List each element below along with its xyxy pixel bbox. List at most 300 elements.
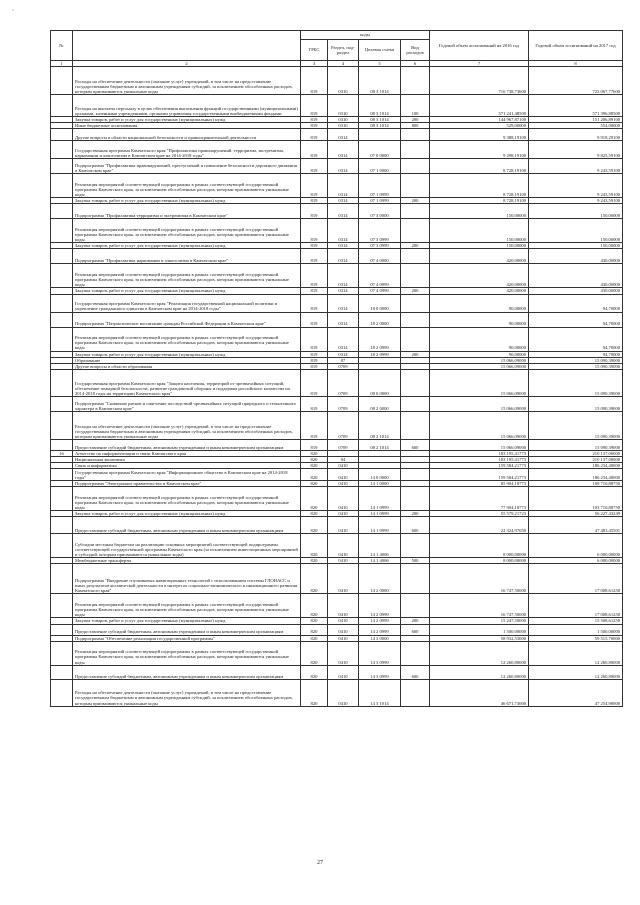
row-section: 0310 <box>328 95 359 117</box>
row-name: Государственная программа Камчатского края "Защита населения, территорий от чрезвычайных ситуаций, обеспечение пожарной безопасности, развитие гражданской обороны и поддержка российского казачества на 2014-2018 годы на территории Камчатского края" <box>73 369 301 396</box>
header-name <box>73 31 301 61</box>
row-exp-type <box>401 129 430 141</box>
row-exp-type <box>401 411 430 439</box>
row-name: Межбюджетные трансферты <box>73 558 301 564</box>
row-grbs: 819 <box>301 243 328 249</box>
row-target: 07 4 0999 <box>359 264 401 288</box>
row-amount-2017: 210 137,00000 <box>529 450 623 456</box>
row-name: Другие вопросы в области национальной безопасности и правоохранительной деятельности <box>73 129 301 141</box>
row-target: 14 3 0999 <box>359 641 401 665</box>
row-amount-2016: 159 584,21773 <box>430 469 529 481</box>
row-target: 14 3 0999 <box>359 665 401 679</box>
row-amount-2016: 15 066,09000 <box>430 439 529 450</box>
row-target: 14 3 0000 <box>359 635 401 641</box>
table-row <box>51 534 623 558</box>
row-exp-type: 600 <box>401 665 430 679</box>
row-amount-2016: 15 066,09000 <box>430 357 529 363</box>
row-exp-type <box>401 641 430 665</box>
row-target: 08 2 0000 <box>359 396 401 411</box>
row-exp-type: 600 <box>401 624 430 635</box>
row-exp-type: 500 <box>401 558 430 564</box>
row-name: Реализация мероприятий соответствующей подпрограммы в рамках соответствующей государственной программы Камчатского края, за исключением обособленных расходов, которым присваиваются уникальные коды <box>73 264 301 288</box>
row-name: Подпрограмма "Электронное правительство в Камчатском крае" <box>73 481 301 487</box>
row-amount-2017: 9 825,59100 <box>529 141 623 159</box>
row-section: 0410 <box>328 511 359 517</box>
row-number <box>51 641 73 665</box>
row-name: Государственная программа Камчатского края "Профилактика правонарушений, терроризма, экстремизма, наркомании и алкоголизма в Камчатском крае на 2014-2018 годы" <box>73 141 301 159</box>
row-name: Образование <box>73 357 301 363</box>
row-number <box>51 624 73 635</box>
row-number <box>51 411 73 439</box>
row-amount-2017: 94,70000 <box>529 327 623 351</box>
table-row <box>51 411 623 439</box>
row-section: 0314 <box>328 243 359 249</box>
row-section: 0410 <box>328 481 359 487</box>
row-amount-2016: 420,00000 <box>430 264 529 288</box>
header-codes: коды <box>301 31 430 40</box>
row-amount-2017: 9 243,59100 <box>529 159 623 174</box>
row-amount-2017: 47 254,90000 <box>529 679 623 706</box>
row-name: Реализация мероприятий соответствующей подпрограммы в рамках соответствующей государственной программы Камчатского края, за исключением обособленных расходов, которым присваиваются уникальные коды <box>73 487 301 511</box>
row-amount-2016: 12 260,80000 <box>430 665 529 679</box>
row-exp-type <box>401 204 430 219</box>
row-number <box>51 439 73 450</box>
row-exp-type <box>401 141 430 159</box>
row-amount-2016: 15 066,09000 <box>430 411 529 439</box>
row-exp-type <box>401 396 430 411</box>
row-amount-2016: 58 932,53000 <box>430 635 529 641</box>
row-amount-2017: 210 137,00000 <box>529 456 623 462</box>
row-amount-2016: 1 500,00000 <box>430 624 529 635</box>
row-grbs: 819 <box>301 67 328 95</box>
row-grbs: 820 <box>301 558 328 564</box>
row-amount-2017: 12 260,80000 <box>529 665 623 679</box>
table-row <box>51 312 623 327</box>
row-name: Подпрограмма "Профилактика наркомании и алкоголизма в Камчатском крае" <box>73 249 301 264</box>
row-grbs: 820 <box>301 487 328 511</box>
row-target: 08 3 1014 <box>359 117 401 123</box>
table-row <box>51 469 623 481</box>
row-amount-2017: 186 234,40000 <box>529 463 623 469</box>
row-exp-type: 200 <box>401 198 430 204</box>
table-row <box>51 396 623 411</box>
table-row <box>51 219 623 243</box>
table-row <box>51 517 623 534</box>
table-row <box>51 487 623 511</box>
row-section: 0314 <box>328 198 359 204</box>
row-amount-2016: 159 584,21773 <box>430 463 529 469</box>
row-amount-2017: 15 090,39000 <box>529 357 623 363</box>
row-amount-2016: 8 728,19100 <box>430 174 529 198</box>
row-target: 18 2 0000 <box>359 312 401 327</box>
row-exp-type <box>401 264 430 288</box>
row-amount-2017: 15 090,39000 <box>529 396 623 411</box>
row-amount-2016: 150,00000 <box>430 219 529 243</box>
row-grbs: 819 <box>301 396 328 411</box>
row-amount-2016: 144 967,87100 <box>430 117 529 123</box>
row-section: 0709 <box>328 411 359 439</box>
row-number <box>51 469 73 481</box>
row-section: 0410 <box>328 635 359 641</box>
row-amount-2017: 151 206,89100 <box>529 117 623 123</box>
row-target: 08 3 1014 <box>359 67 401 95</box>
row-section: 0314 <box>328 141 359 159</box>
row-exp-type <box>401 487 430 511</box>
row-section: 0410 <box>328 463 359 469</box>
row-exp-type <box>401 312 430 327</box>
row-grbs: 820 <box>301 679 328 706</box>
table-row <box>51 624 623 635</box>
row-section: 0410 <box>328 469 359 481</box>
row-exp-type <box>401 369 430 396</box>
row-amount-2016: 16 747,50000 <box>430 564 529 594</box>
row-section: 0314 <box>328 219 359 243</box>
row-amount-2017: 17 008,61250 <box>529 564 623 594</box>
row-grbs: 819 <box>301 327 328 351</box>
row-name: Субсидии местным бюджетам на реализацию основных мероприятий соответствующей подпрограммы соответствующей государственной программы Камчатского края (за исключением инвестиционных мероприятий и субсидий, которым присваиваются уникальные коды) <box>73 534 301 558</box>
header-target: Целевая статья <box>359 40 401 61</box>
row-grbs: 819 <box>301 363 328 369</box>
row-name: Государственная программа Камчатского края "Информационное общество в Камчатском крае на 2014-2018 годы" <box>73 469 301 481</box>
row-grbs: 819 <box>301 351 328 357</box>
row-exp-type <box>401 174 430 198</box>
row-amount-2016: 55 579,21723 <box>430 511 529 517</box>
row-grbs: 819 <box>301 357 328 363</box>
row-target: 08 3 1014 <box>359 123 401 129</box>
row-number <box>51 141 73 159</box>
row-number <box>51 517 73 534</box>
row-amount-2016: 15 066,09000 <box>430 369 529 396</box>
row-amount-2017: 9 243,59100 <box>529 174 623 198</box>
row-section: 0314 <box>328 174 359 198</box>
row-exp-type: 200 <box>401 288 430 294</box>
row-section: 07 <box>328 357 359 363</box>
row-grbs: 820 <box>301 624 328 635</box>
row-section: 0410 <box>328 624 359 635</box>
row-amount-2017: 47 483,45501 <box>529 517 623 534</box>
table-row <box>51 641 623 665</box>
row-amount-2016: 15 066,09000 <box>430 363 529 369</box>
row-grbs: 819 <box>301 95 328 117</box>
table-row <box>51 594 623 618</box>
row-target: 08 2 1014 <box>359 439 401 450</box>
row-amount-2016: 77 904,18773 <box>430 487 529 511</box>
table-row <box>51 141 623 159</box>
row-exp-type: 200 <box>401 117 430 123</box>
row-target <box>359 129 401 141</box>
row-amount-2017: 56 227,43249 <box>529 511 623 517</box>
row-name: Закупка товаров, работ и услуг для государственных (муниципальных) нужд <box>73 351 301 357</box>
row-amount-2016: 420,00000 <box>430 288 529 294</box>
table-row <box>51 294 623 312</box>
row-section: 0314 <box>328 288 359 294</box>
row-target: 07 3 0999 <box>359 219 401 243</box>
row-section: 0314 <box>328 249 359 264</box>
row-exp-type: 600 <box>401 517 430 534</box>
row-section: 04 <box>328 456 359 462</box>
row-grbs: 820 <box>301 517 328 534</box>
row-grbs: 819 <box>301 264 328 288</box>
row-grbs: 819 <box>301 123 328 129</box>
header-2017: Годовой объем ассигнований на 2017 год <box>529 31 623 61</box>
row-amount-2016: 90,00000 <box>430 351 529 357</box>
row-section: 0410 <box>328 564 359 594</box>
row-section: 0314 <box>328 351 359 357</box>
row-exp-type: 800 <box>401 123 430 129</box>
row-number <box>51 487 73 511</box>
row-name: Подпрограмма "Внедрение спутниковых навигационных технологий с использованием системы ГЛОНАСС и иных результатов космической деятельности в интересах социально-экономического и инновационного развития Камчатского края" <box>73 564 301 594</box>
table-row <box>51 129 623 141</box>
row-target: 14 1 4006 <box>359 558 401 564</box>
row-grbs: 819 <box>301 159 328 174</box>
table-row <box>51 564 623 594</box>
row-target: 07 3 0999 <box>359 243 401 249</box>
row-grbs: 820 <box>301 450 328 456</box>
row-amount-2017: 15 090,39000 <box>529 439 623 450</box>
row-amount-2017: 6 000,00000 <box>529 534 623 558</box>
table-row <box>51 204 623 219</box>
row-section: 0314 <box>328 264 359 288</box>
row-grbs: 820 <box>301 463 328 469</box>
row-section: 0314 <box>328 294 359 312</box>
row-target: 14 2 0999 <box>359 618 401 624</box>
row-amount-2017: 186 234,40000 <box>529 469 623 481</box>
row-name: Иные бюджетные ассигнования <box>73 123 301 129</box>
row-amount-2016: 150,00000 <box>430 243 529 249</box>
row-amount-2016: 571 241,48500 <box>430 95 529 117</box>
row-exp-type <box>401 679 430 706</box>
row-amount-2017: 9 918,29100 <box>529 129 623 141</box>
row-exp-type <box>401 294 430 312</box>
row-grbs: 819 <box>301 249 328 264</box>
row-number <box>51 264 73 288</box>
row-section: 0709 <box>328 363 359 369</box>
row-exp-type <box>401 594 430 618</box>
row-target: 14 1 4006 <box>359 534 401 558</box>
row-name: Предоставление субсидий бюджетным, автономным учреждениям и иным некоммерческим организациям <box>73 665 301 679</box>
row-section: 0314 <box>328 327 359 351</box>
row-amount-2016: 85 904,18773 <box>430 481 529 487</box>
row-name: Закупка товаров, работ и услуг для государственных (муниципальных) нужд <box>73 198 301 204</box>
row-amount-2017: 15 508,61250 <box>529 618 623 624</box>
row-amount-2017: 430,00000 <box>529 264 623 288</box>
table-row <box>51 679 623 706</box>
row-number <box>51 594 73 618</box>
row-amount-2016: 9 298,19100 <box>430 141 529 159</box>
row-grbs: 819 <box>301 174 328 198</box>
corner-mark: ` <box>12 10 14 16</box>
row-target: 07 1 0999 <box>359 198 401 204</box>
row-amount-2017: 1 500,00000 <box>529 624 623 635</box>
row-amount-2016: 8 728,19100 <box>430 198 529 204</box>
row-name: Предоставление субсидий бюджетным, автономным учреждениям и иным некоммерческим организациям <box>73 517 301 534</box>
row-amount-2016: 716 738,73600 <box>430 67 529 95</box>
table-row <box>51 95 623 117</box>
row-amount-2016: 16 747,50000 <box>430 594 529 618</box>
row-amount-2016: 420,00000 <box>430 249 529 264</box>
row-amount-2017: 723 067,77600 <box>529 67 623 95</box>
row-number <box>51 159 73 174</box>
row-exp-type: 200 <box>401 618 430 624</box>
table-row <box>51 249 623 264</box>
row-section: 0410 <box>328 641 359 665</box>
row-section: 0410 <box>328 534 359 558</box>
row-amount-2017: 571 396,88500 <box>529 95 623 117</box>
row-amount-2017: 12 260,80000 <box>529 641 623 665</box>
row-number <box>51 396 73 411</box>
row-amount-2016: 46 671,73000 <box>430 679 529 706</box>
row-grbs: 820 <box>301 456 328 462</box>
row-name: Закупка товаров, работ и услуг для государственных (муниципальных) нужд <box>73 117 301 123</box>
row-target: 07 4 0000 <box>359 249 401 264</box>
row-grbs: 820 <box>301 618 328 624</box>
row-amount-2017: 17 008,61250 <box>529 594 623 618</box>
row-section: 0310 <box>328 123 359 129</box>
row-number <box>51 219 73 243</box>
row-grbs: 820 <box>301 635 328 641</box>
table-row <box>51 439 623 450</box>
row-grbs: 819 <box>301 312 328 327</box>
row-amount-2017: 430,00000 <box>529 288 623 294</box>
row-section: 0709 <box>328 439 359 450</box>
row-exp-type <box>401 249 430 264</box>
row-number <box>51 534 73 558</box>
row-target: 18 0 0000 <box>359 294 401 312</box>
row-target: 14 1 0999 <box>359 517 401 534</box>
row-grbs: 820 <box>301 564 328 594</box>
row-section: 0709 <box>328 369 359 396</box>
header-num-5: 5 <box>359 61 401 67</box>
row-amount-2017: 150,00000 <box>529 219 623 243</box>
row-target: 07 1 0999 <box>359 174 401 198</box>
row-exp-type: 100 <box>401 95 430 117</box>
table-row <box>51 665 623 679</box>
row-grbs: 820 <box>301 594 328 618</box>
row-grbs: 819 <box>301 411 328 439</box>
row-name: Закупка товаров, работ и услуг для государственных (муниципальных) нужд <box>73 511 301 517</box>
row-name: Расходы на выплаты персоналу в целях обеспечения выполнения функций государственными (муниципальными) органами, казенными учреждениями, органами управления государственными внебюджетными фондами <box>73 95 301 117</box>
table-body <box>51 67 623 707</box>
row-name: Связь и информатика <box>73 463 301 469</box>
row-exp-type: 200 <box>401 243 430 249</box>
row-name: Реализация мероприятий соответствующей подпрограммы в рамках соответствующей государственной программы Камчатского края, за исключением обособленных расходов, которым присваиваются уникальные коды <box>73 594 301 618</box>
header-num-1: 1 <box>51 61 73 67</box>
row-target: 14 1 0999 <box>359 511 401 517</box>
row-grbs: 820 <box>301 511 328 517</box>
row-amount-2016: 15 247,50000 <box>430 618 529 624</box>
row-section: 0410 <box>328 679 359 706</box>
row-exp-type <box>401 327 430 351</box>
header-num-6: 6 <box>401 61 430 67</box>
row-section: 0314 <box>328 312 359 327</box>
header-num-3: 3 <box>301 61 328 67</box>
row-target: 07 3 0000 <box>359 204 401 219</box>
row-grbs: 819 <box>301 439 328 450</box>
row-section: 0314 <box>328 129 359 141</box>
row-number: 16 <box>51 450 73 456</box>
row-amount-2016: 90,00000 <box>430 312 529 327</box>
row-section: 0410 <box>328 618 359 624</box>
row-target: 14 0 0000 <box>359 469 401 481</box>
row-name: Подпрограмма "Профилактика терроризма и экстремизма в Камчатском крае" <box>73 204 301 219</box>
row-amount-2016: 183 195,41773 <box>430 450 529 456</box>
row-target: 08 2 1014 <box>359 411 401 439</box>
table-row <box>51 67 623 95</box>
table-row <box>51 159 623 174</box>
header-section: Раздел, под-раздел <box>328 40 359 61</box>
row-name: Реализация мероприятий соответствующей подпрограммы в рамках соответствующей государственной программы Камчатского края, за исключением обособленных расходов, которым присваиваются уникальные коды <box>73 174 301 198</box>
row-section: 0410 <box>328 594 359 618</box>
table-row <box>51 174 623 198</box>
row-number <box>51 174 73 198</box>
row-grbs: 819 <box>301 288 328 294</box>
row-amount-2017: 15 090,39000 <box>529 363 623 369</box>
row-exp-type <box>401 219 430 243</box>
row-name: Реализация мероприятий соответствующей подпрограммы в рамках соответствующей государственной программы Камчатского края, за исключением обособленных расходов, которым присваиваются уникальные коды <box>73 327 301 351</box>
row-target: 14 2 0999 <box>359 594 401 618</box>
row-number <box>51 665 73 679</box>
row-amount-2016: 90,00000 <box>430 294 529 312</box>
row-number <box>51 312 73 327</box>
row-number <box>51 369 73 396</box>
table-row <box>51 327 623 351</box>
row-grbs: 820 <box>301 534 328 558</box>
row-amount-2017: 103 710,88750 <box>529 487 623 511</box>
header-num-7: 7 <box>430 61 529 67</box>
row-name: Закупка товаров, работ и услуг для государственных (муниципальных) нужд <box>73 243 301 249</box>
row-name: Национальная экономика <box>73 456 301 462</box>
row-section: 0410 <box>328 517 359 534</box>
row-grbs: 819 <box>301 141 328 159</box>
row-number <box>51 249 73 264</box>
row-number <box>51 564 73 594</box>
row-exp-type <box>401 67 430 95</box>
row-section: 0410 <box>328 558 359 564</box>
row-target: 18 2 0999 <box>359 327 401 351</box>
row-exp-type <box>401 534 430 558</box>
row-amount-2017: 9 243,59100 <box>529 198 623 204</box>
table-row <box>51 264 623 288</box>
header-num-2: 2 <box>73 61 301 67</box>
row-name: Предоставление субсидий бюджетным, автономным учреждениям и иным некоммерческим организациям <box>73 624 301 635</box>
row-target: 07 4 0999 <box>359 288 401 294</box>
row-section: 0310 <box>328 117 359 123</box>
row-exp-type: 200 <box>401 351 430 357</box>
row-amount-2016: 90,00000 <box>430 327 529 351</box>
row-target: 14 3 1014 <box>359 679 401 706</box>
row-grbs: 819 <box>301 198 328 204</box>
row-target: 14 1 0000 <box>359 481 401 487</box>
row-amount-2016: 529,00000 <box>430 123 529 129</box>
row-name: Другие вопросы в области образования <box>73 363 301 369</box>
row-grbs: 819 <box>301 369 328 396</box>
row-section: 0314 <box>328 159 359 174</box>
row-amount-2017: 554,00000 <box>529 123 623 129</box>
row-grbs: 819 <box>301 219 328 243</box>
row-target: 18 2 0999 <box>359 351 401 357</box>
row-grbs: 820 <box>301 665 328 679</box>
row-amount-2016: 8 728,19100 <box>430 159 529 174</box>
row-amount-2016: 183 195,41773 <box>430 456 529 462</box>
row-exp-type <box>401 564 430 594</box>
row-number <box>51 294 73 312</box>
header-no: № <box>51 31 73 61</box>
row-name: Расходы на обеспечение деятельности (оказание услуг) учреждений, в том числе на предоставление государственным бюджетным и автономным учреждениям субсидий, за исключением обособленных расходов, которым присваиваются уникальные коды <box>73 679 301 706</box>
row-number <box>51 95 73 117</box>
row-amount-2016: 9 388,19100 <box>430 129 529 141</box>
row-target: 08 3 1014 <box>359 95 401 117</box>
row-grbs: 819 <box>301 204 328 219</box>
